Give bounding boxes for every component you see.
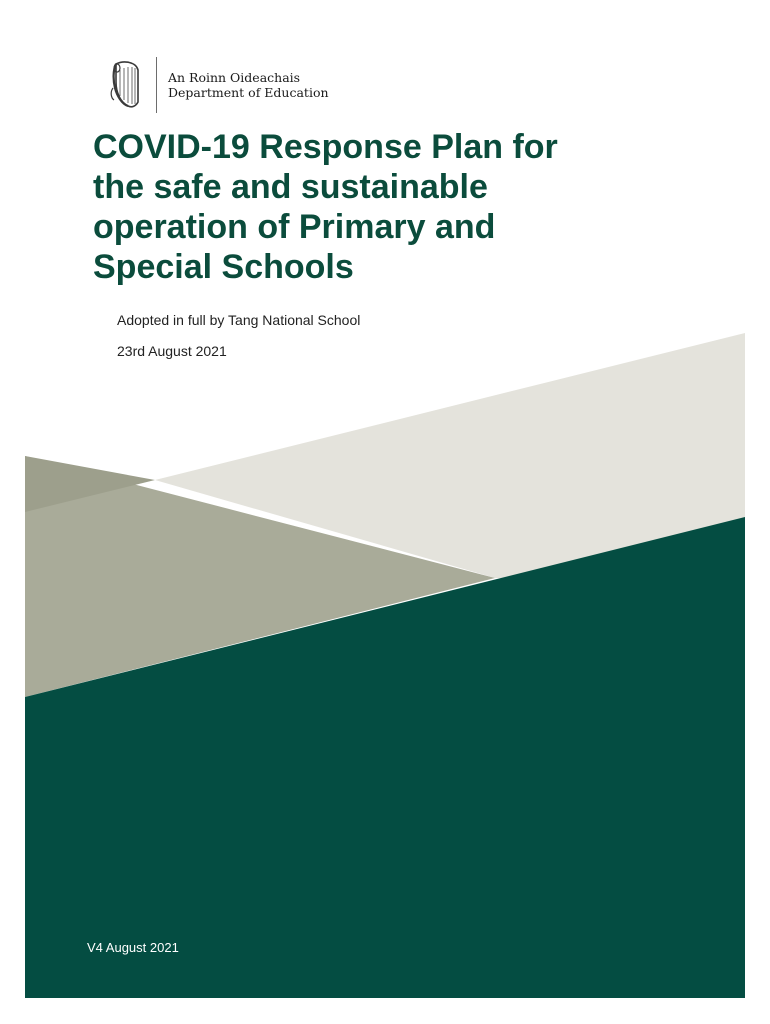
title-line: the safe and sustainable (93, 168, 488, 206)
logo-text (168, 70, 329, 100)
adopted-date-text: 23rd August 2021 (117, 343, 227, 359)
title-line: operation of Primary and (93, 208, 496, 246)
document-title (93, 127, 693, 287)
org-name-english: Department of Education (168, 85, 329, 100)
version-label: V4 August 2021 (87, 940, 179, 955)
title-line: COVID-19 Response Plan for (93, 128, 558, 166)
adopted-by-text: Adopted in full by Tang National School (117, 312, 361, 328)
harp-emblem-icon (108, 58, 144, 112)
title-line: Special Schools (93, 248, 354, 286)
logo-divider (156, 57, 157, 113)
org-name-irish: An Roinn Oideachais (168, 70, 301, 85)
department-logo (108, 56, 329, 114)
